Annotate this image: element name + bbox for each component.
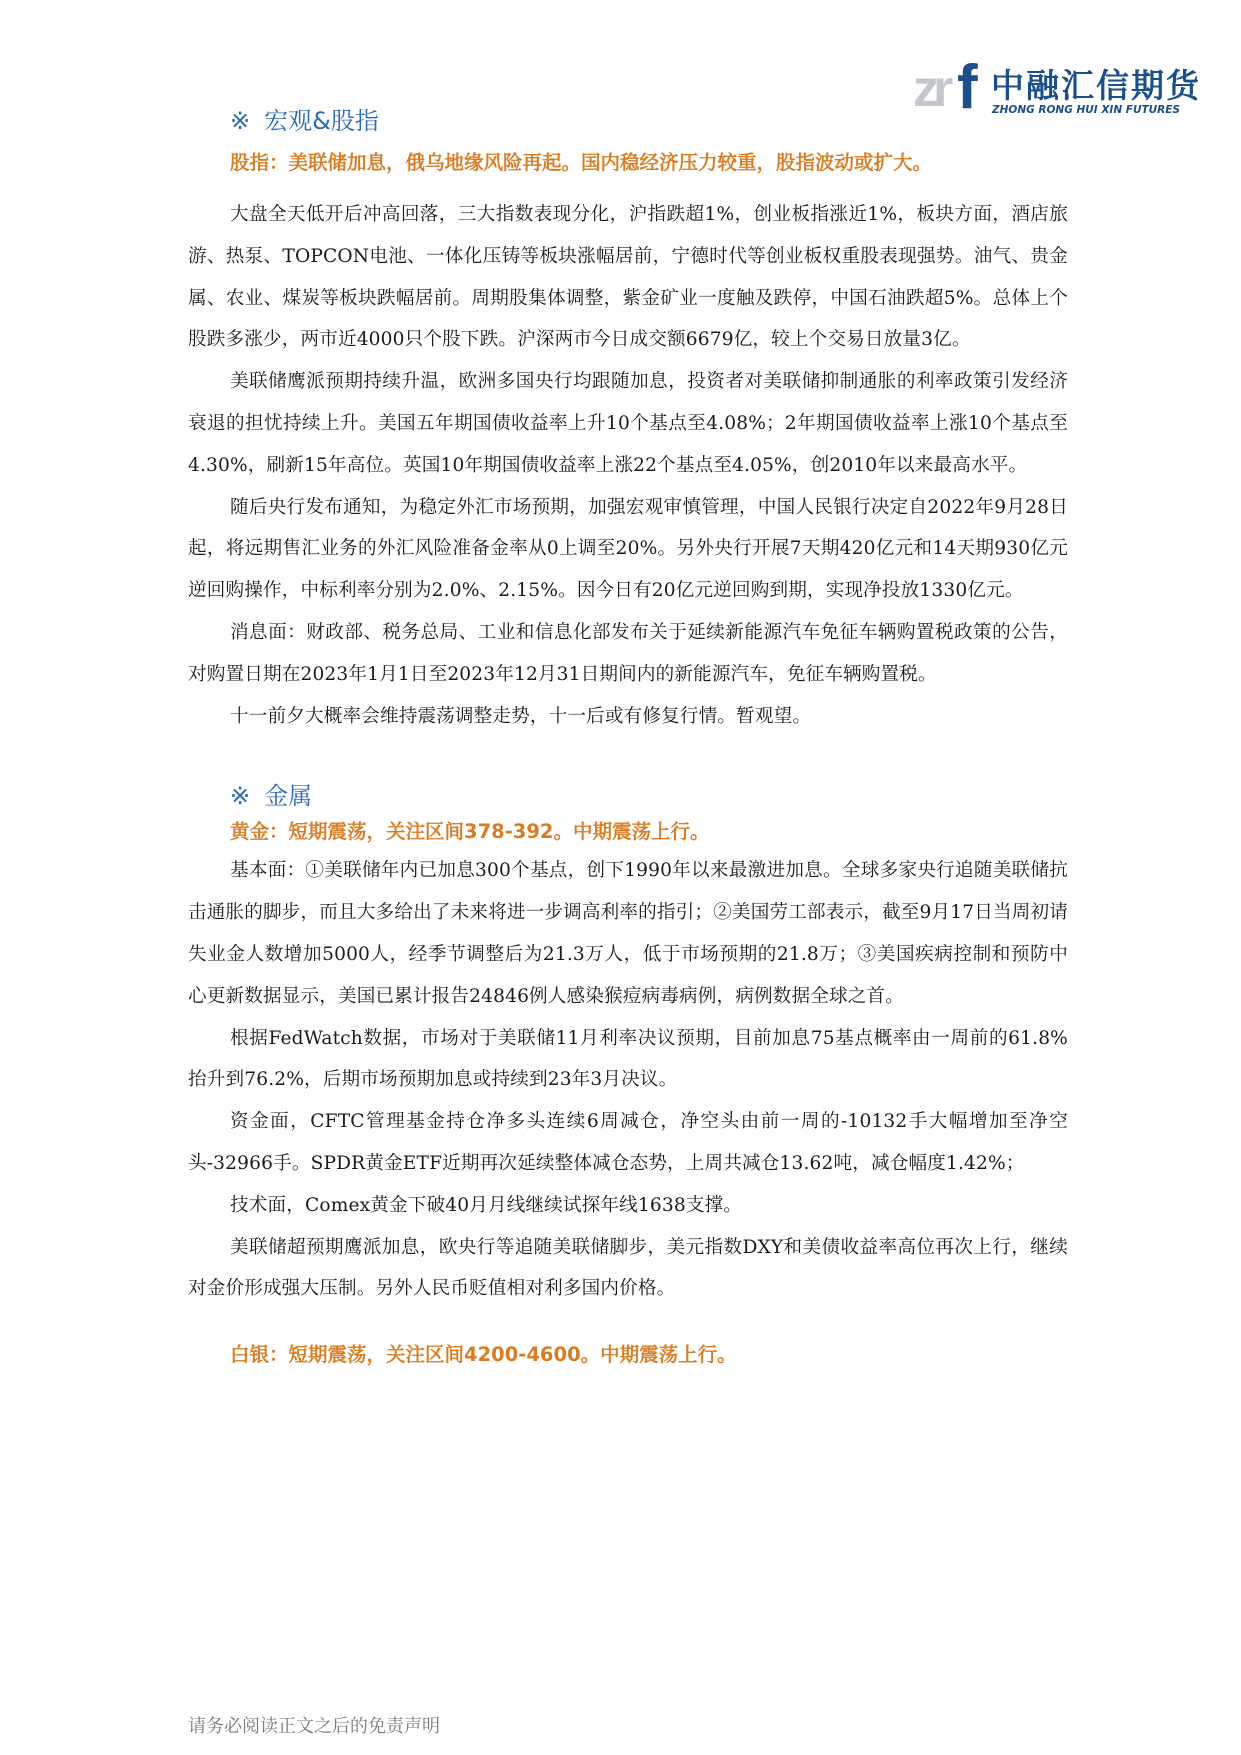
section-title-macro — [230, 103, 1068, 139]
section-title-metals — [230, 778, 1068, 814]
gold-summary: 黄金：短期震荡，关注区间378-392。中期震荡上行。 — [230, 820, 710, 844]
svg-text:zr: zr — [913, 60, 948, 118]
section-title-text: 宏观&股指 — [264, 107, 379, 135]
reference-mark-icon: ※ — [230, 782, 251, 811]
paragraph: 技术面，Comex黄金下破40月月线继续试探年线1638支撑。 — [230, 1194, 743, 1216]
logo-chinese-name: 中融汇信期货 — [991, 66, 1201, 105]
paragraph: 美联储鹰派预期持续升温，欧洲多国央行均跟随加息，投资者对美联储抑制通胀的利率政策引发经济衰退的担忧持续上升。美国五年期国债收益率上升10个基点至4.08%；2年期国债收益率上涨10个基点至4.30%，刷新15年高位。英国10年期国债收益率上涨22个基点至4.05%，创2010年以来最高水平。 — [188, 371, 1068, 476]
paragraph: 美联储超预期鹰派加息，欧央行等追随美联储脚步，美元指数DXY和美债收益率高位再次上行，继续对金价形成强大压制。另外人民币贬值相对利多国内价格。 — [188, 1236, 1068, 1300]
report-body — [188, 103, 1068, 1376]
logo-english-name: ZHONG RONG HUI XIN FUTURES — [992, 104, 1180, 116]
svg-text:f: f — [957, 56, 978, 118]
disclaimer-footer: 请务必阅读正文之后的免责声明 — [188, 1716, 440, 1737]
paragraph: 十一前夕大概率会维持震荡调整走势，十一后或有修复行情。暂观望。 — [230, 705, 812, 727]
section-title-text: 金属 — [264, 782, 313, 811]
paragraph: 随后央行发布通知，为稳定外汇市场预期，加强宏观审慎管理，中国人民银行决定自2022年9月28日起，将远期售汇业务的外汇风险准备金率从0上调至20%。另外央行开展7天期420亿元和14天期930亿元逆回购操作，中标利率分别为2.0%、2.15%。因今日有20亿元逆回购到期，实现净投放1330亿元。 — [188, 496, 1068, 602]
paragraph: 大盘全天低开后冲高回落，三大指数表现分化，沪指跌超1%，创业板指涨近1%，板块方面，酒店旅游、热泵、TOPCON电池、一体化压铸等板块涨幅居前，宁德时代等创业板权重股表现强势。油气、贵金属、农业、煤炭等板块跌幅居前。周期股集体调整，紫金矿业一度触及跌停，中国石油跌超5%。总体上个股跌多涨少，两市近4000只个股下跌。沪深两市今日成交额6679亿，较上个交易日放量3亿。 — [188, 204, 1068, 351]
paragraph: 基本面：①美联储年内已加息300个基点，创下1990年以来最激进加息。全球多家央行追随美联储抗击通胀的脚步，而且大多给出了未来将进一步调高利率的指引；②美国劳工部表示，截至9月17日当周初请失业金人数增加5000人，经季节调整后为21.3万人，低于市场预期的21.8万；③美国疾病控制和预防中心更新数据显示，美国已累计报告24846例人感染猴痘病毒病例，病例数据全球之首。 — [188, 860, 1068, 1007]
paragraph: 消息面：财政部、税务总局、工业和信息化部发布关于延续新能源汽车免征车辆购置税政策的公告，对购置日期在2023年1月1日至2023年12月31日期间内的新能源汽车，免征车辆购置税。 — [188, 621, 1068, 685]
stock-index-summary: 股指：美联储加息，俄乌地缘风险再起。国内稳经济压力较重，股指波动或扩大。 — [230, 151, 933, 174]
paragraph: 根据FedWatch数据，市场对于美联储11月利率决议预期，目前加息75基点概率由一周前的61.8%抬升到76.2%，后期市场预期加息或持续到23年3月决议。 — [188, 1027, 1068, 1091]
paragraph: 资金面，CFTC管理基金持仓净多头连续6周减仓，净空头由前一周的-10132手大幅增加至净空头-32966手。SPDR黄金ETF近期再次延续整体减仓态势，上周共减仓13.62吨，减仓幅度1.42%； — [188, 1111, 1068, 1174]
reference-mark-icon: ※ — [230, 107, 251, 135]
silver-summary: 白银：短期震荡，关注区间4200-4600。中期震荡上行。 — [230, 1343, 737, 1367]
